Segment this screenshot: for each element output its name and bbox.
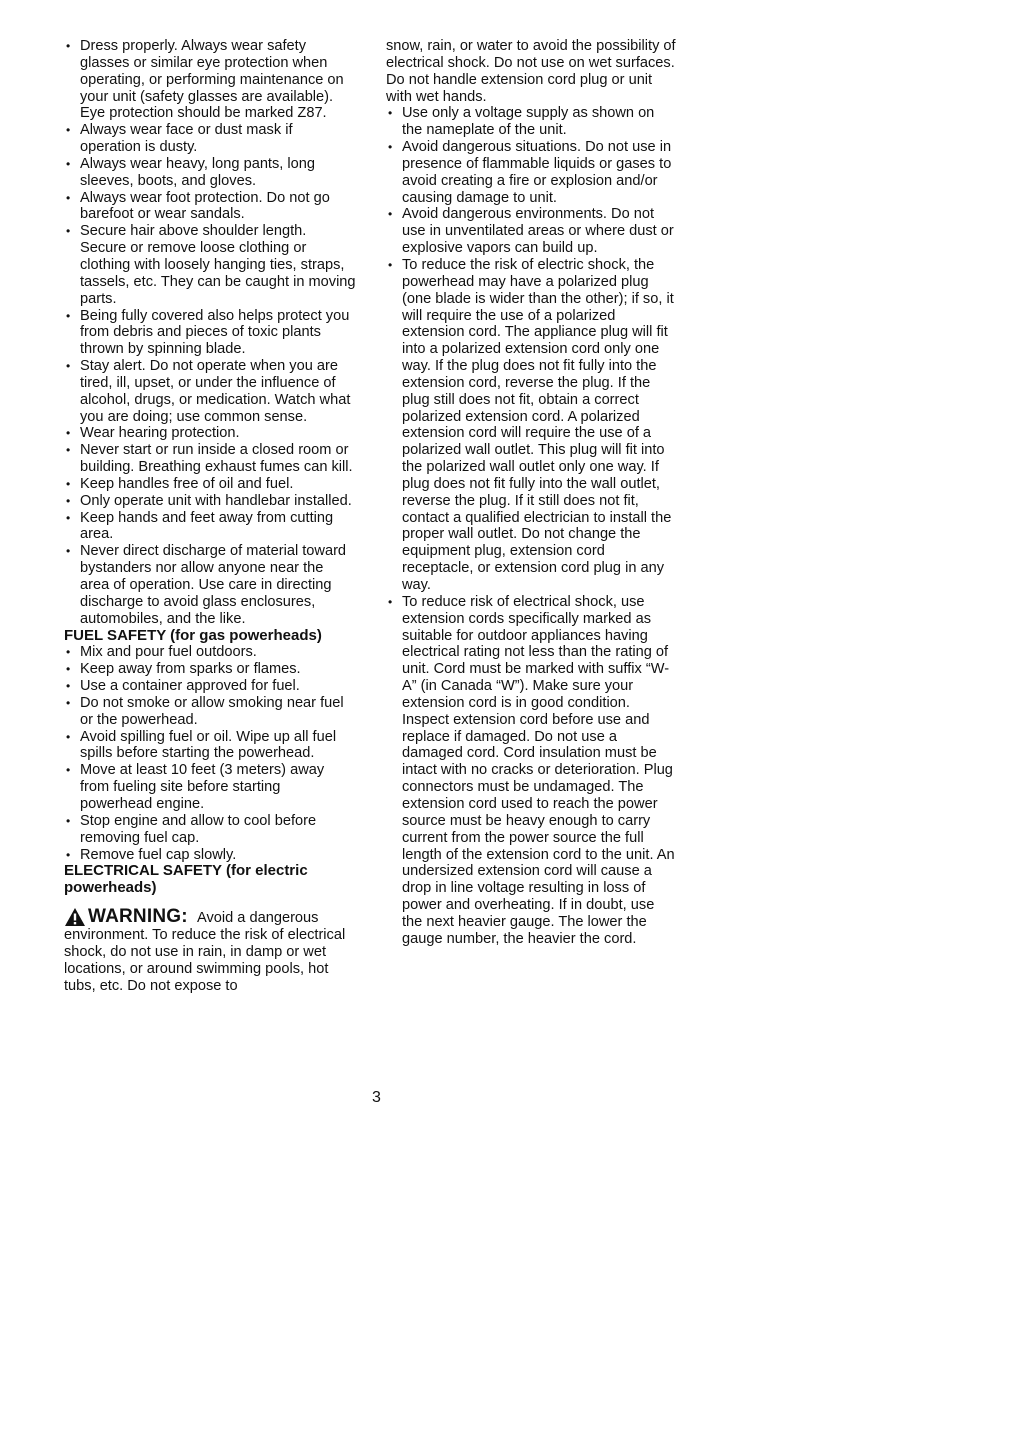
list-item: • Avoid dangerous situations. Do not use in presence of flammable liquids or gases to avoid creating a fire or explosion and/or causing damage to unit. <box>386 139 678 206</box>
electrical-continuation-text: snow, rain, or water to avoid the possibility of electrical shock. Do not use on wet surfaces. Do not handle extension cord plug or unit with wet hands. <box>386 38 676 105</box>
list-item: • To reduce risk of electrical shock, use extension cords specifically marked as suitable for outdoor appliances having electrical rating not less than the rating of unit. Cord must be marked with suffix “W-A” (in Canada “W”). Make sure your extension cord is in good condition. Inspect extension cord before use and replace if damaged. Do not use a damaged cord. Cord insulation must be intact with no cracks or deterioration. Plug connectors must be undamaged. The extension cord used to reach the power source must be heavy enough to carry current from the power source the full length of the extension cord to the unit. An undersized extension cord will cause a drop in line voltage resulting in loss of power and overheating. If in doubt, use the next heavier gauge. The lower the gauge number, the heavier the cord. <box>386 594 678 948</box>
list-item: • Keep hands and feet away from cutting area. <box>64 510 356 544</box>
list-item: • Never start or run inside a closed room or building. Breathing exhaust fumes can kill. <box>64 442 356 476</box>
list-item: • Secure hair above shoulder length. Secure or remove loose clothing or clothing with loosely hanging ties, straps, tassels, etc. They can be caught in moving parts. <box>64 223 356 307</box>
list-item: • Always wear face or dust mask if operation is dusty. <box>64 122 356 156</box>
fuel-safety-list <box>64 644 356 863</box>
list-item: • Keep handles free of oil and fuel. <box>64 476 356 493</box>
list-item: • Only operate unit with handlebar installed. <box>64 493 356 510</box>
fuel-safety-heading: FUEL SAFETY (for gas powerheads) <box>64 626 322 644</box>
electrical-safety-list <box>386 105 678 947</box>
list-item: • Remove fuel cap slowly. <box>64 847 356 864</box>
list-item: • To reduce the risk of electric shock, the powerhead may have a polarized plug (one blade is wider than the other); if so, it will require the use of a polarized extension cord. The appliance plug will fit into a polarized extension cord only one way. If the plug does not fit fully into the extension cord, reverse the plug. If the plug still does not fit, obtain a correct polarized extension cord. A polarized extension cord will require the use of a polarized wall outlet. This plug will fit into the polarized wall outlet only one way. If plug does not fit fully into the wall outlet, reverse the plug. If it still does not fit, contact a qualified electrician to install the proper wall outlet. Do not change the equipment plug, extension cord receptacle, or extension cord plug in any way. <box>386 257 678 594</box>
list-item: • Always wear heavy, long pants, long sleeves, boots, and gloves. <box>64 156 356 190</box>
left-column <box>64 38 356 994</box>
right-column <box>386 38 678 948</box>
list-item: • Avoid dangerous environments. Do not use in unventilated areas or where dust or explosive vapors can build up. <box>386 206 678 257</box>
list-item: • Mix and pour fuel outdoors. <box>64 644 356 661</box>
list-item: • Stop engine and allow to cool before removing fuel cap. <box>64 813 356 847</box>
list-item: • Wear hearing protection. <box>64 425 356 442</box>
list-item: • Move at least 10 feet (3 meters) away from fueling site before starting powerhead engine. <box>64 762 356 813</box>
warning-label-line <box>64 907 194 927</box>
list-item: • Dress properly. Always wear safety glasses or similar eye protection when operating, or performing maintenance on your unit (safety glasses are available). Eye protection should be marked Z87. <box>64 38 356 122</box>
list-item: • Always wear foot protection. Do not go barefoot or wear sandals. <box>64 190 356 224</box>
warning-block <box>64 907 356 994</box>
list-item: • Never direct discharge of material toward bystanders nor allow anyone near the area of operation. Use care in directing discharge to avoid glass enclosures, automobiles, and the like. <box>64 543 356 627</box>
list-item: • Stay alert. Do not operate when you are tired, ill, upset, or under the influence of alcohol, drugs, or medication. Watch what you are doing; use common sense. <box>64 358 356 425</box>
safety-bullet-list <box>64 38 356 628</box>
warning-text: Avoid a dangerous environment. To reduce the risk of electrical shock, do not use in rain, in damp or wet locations, or around swimming pools, hot tubs, etc. Do not expose to <box>64 910 346 994</box>
page-number: 3 <box>372 1089 381 1106</box>
warning-label: WARNING: <box>88 906 188 928</box>
electrical-safety-heading: ELECTRICAL SAFETY (for electric powerheads) <box>64 862 308 897</box>
warning-triangle-icon <box>64 907 86 927</box>
list-item: • Do not smoke or allow smoking near fuel or the powerhead. <box>64 695 356 729</box>
list-item: • Being fully covered also helps protect you from debris and pieces of toxic plants thrown by spinning blade. <box>64 308 356 359</box>
list-item: • Use only a voltage supply as shown on the nameplate of the unit. <box>386 105 678 139</box>
list-item: • Keep away from sparks or flames. <box>64 661 356 678</box>
list-item: • Use a container approved for fuel. <box>64 678 356 695</box>
list-item: • Avoid spilling fuel or oil. Wipe up all fuel spills before starting the powerhead. <box>64 729 356 763</box>
